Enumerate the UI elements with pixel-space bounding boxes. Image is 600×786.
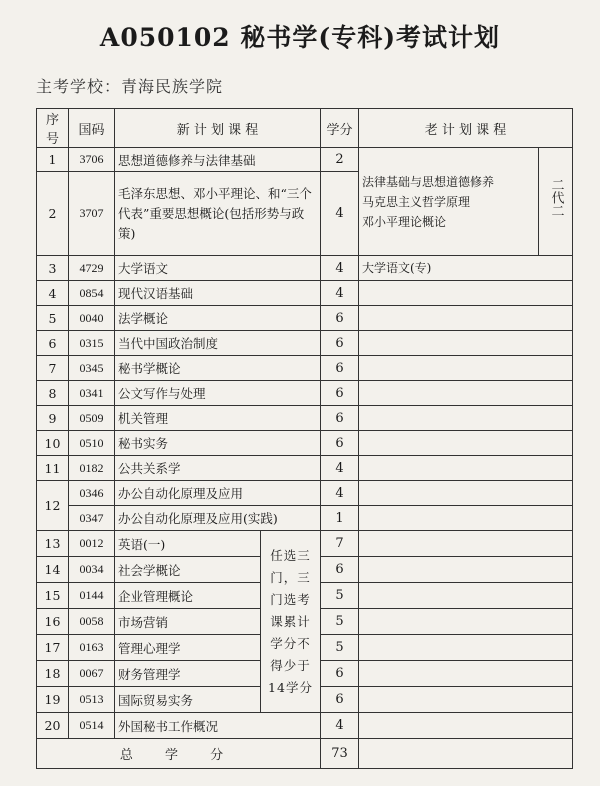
seq-cell: 15 xyxy=(37,583,69,609)
seq-cell: 4 xyxy=(37,281,69,306)
credit-cell: 4 xyxy=(321,281,359,306)
old-course-empty xyxy=(359,661,573,687)
old-course-item: 法律基础与思想道德修养 xyxy=(362,174,495,189)
credit-cell: 1 xyxy=(321,506,359,531)
old-course-empty xyxy=(359,557,573,583)
old-course-empty xyxy=(359,456,573,481)
code-cell: 0058 xyxy=(69,609,115,635)
credit-cell: 6 xyxy=(321,661,359,687)
table-row xyxy=(37,148,573,172)
exam-plan-table xyxy=(36,108,573,769)
code-cell: 0040 xyxy=(69,306,115,331)
seq-cell: 16 xyxy=(37,609,69,635)
old-course-empty xyxy=(359,406,573,431)
code-cell: 0509 xyxy=(69,406,115,431)
course-cell: 秘书学概论 xyxy=(115,356,321,381)
course-cell: 英语(一) xyxy=(115,531,261,557)
old-course-empty xyxy=(359,713,573,739)
code-cell: 4729 xyxy=(69,256,115,281)
code-cell: 3706 xyxy=(69,148,115,172)
code-cell: 0514 xyxy=(69,713,115,739)
table-row xyxy=(37,356,573,381)
seq-cell: 9 xyxy=(37,406,69,431)
course-cell: 当代中国政治制度 xyxy=(115,331,321,356)
old-course-item: 邓小平理论概论 xyxy=(362,214,447,229)
old-course-empty xyxy=(359,635,573,661)
table-row xyxy=(37,713,573,739)
code-cell: 0067 xyxy=(69,661,115,687)
seq-cell: 5 xyxy=(37,306,69,331)
old-course-chinese: 大学语文(专) xyxy=(359,256,573,281)
header-row xyxy=(37,109,573,148)
table-row xyxy=(37,531,573,557)
credit-cell: 5 xyxy=(321,583,359,609)
credit-cell: 4 xyxy=(321,172,359,256)
seq-cell: 12 xyxy=(37,481,69,531)
course-cell: 秘书实务 xyxy=(115,431,321,456)
code-cell: 0510 xyxy=(69,431,115,456)
old-course-tag: 二代二 xyxy=(539,148,573,256)
old-course-empty xyxy=(359,609,573,635)
seq-cell: 1 xyxy=(37,148,69,172)
course-cell: 现代汉语基础 xyxy=(115,281,321,306)
header-old-course: 老 计 划 课 程 xyxy=(359,109,573,148)
total-credits: 73 xyxy=(321,739,359,769)
credit-cell: 6 xyxy=(321,331,359,356)
seq-cell: 20 xyxy=(37,713,69,739)
credit-cell: 4 xyxy=(321,456,359,481)
old-course-empty xyxy=(359,583,573,609)
course-cell: 办公自动化原理及应用(实践) xyxy=(115,506,321,531)
seq-cell: 2 xyxy=(37,172,69,256)
course-cell: 财务管理学 xyxy=(115,661,261,687)
credit-cell: 6 xyxy=(321,687,359,713)
credit-cell: 6 xyxy=(321,557,359,583)
table-row xyxy=(37,406,573,431)
seq-cell: 13 xyxy=(37,531,69,557)
header-new-course: 新 计 划 课 程 xyxy=(115,109,321,148)
code-cell: 0315 xyxy=(69,331,115,356)
old-course-empty xyxy=(359,506,573,531)
course-cell: 毛泽东思想、邓小平理论、和“三个代表”重要思想概论(包括形势与政策) xyxy=(115,172,321,256)
total-label: 总 学 分 xyxy=(37,739,321,769)
table-row xyxy=(37,331,573,356)
code-cell: 0513 xyxy=(69,687,115,713)
course-cell: 市场营销 xyxy=(115,609,261,635)
code-cell: 0347 xyxy=(69,506,115,531)
code-cell: 0144 xyxy=(69,583,115,609)
code-cell: 0163 xyxy=(69,635,115,661)
credit-cell: 6 xyxy=(321,406,359,431)
old-course-empty xyxy=(359,356,573,381)
course-cell: 公共关系学 xyxy=(115,456,321,481)
code-cell: 0012 xyxy=(69,531,115,557)
old-course-empty xyxy=(359,381,573,406)
old-course-empty xyxy=(359,281,573,306)
elective-note: 任选三门，三门选考课累计学分不得少于14学分 xyxy=(261,531,321,713)
seq-cell: 3 xyxy=(37,256,69,281)
credit-cell: 2 xyxy=(321,148,359,172)
old-course-item: 马克思主义哲学原理 xyxy=(362,194,471,209)
old-course-group xyxy=(359,148,539,256)
old-course-empty xyxy=(359,481,573,506)
credit-cell: 6 xyxy=(321,356,359,381)
table-row xyxy=(37,431,573,456)
seq-cell: 6 xyxy=(37,331,69,356)
old-course-empty xyxy=(359,331,573,356)
course-cell: 思想道德修养与法律基础 xyxy=(115,148,321,172)
table-row xyxy=(37,306,573,331)
total-row xyxy=(37,739,573,769)
course-cell: 办公自动化原理及应用 xyxy=(115,481,321,506)
seq-cell: 14 xyxy=(37,557,69,583)
course-cell: 大学语文 xyxy=(115,256,321,281)
table-row xyxy=(37,456,573,481)
course-cell: 外国秘书工作概况 xyxy=(115,713,321,739)
header-seq: 序号 xyxy=(37,109,69,148)
table-row xyxy=(37,381,573,406)
course-cell: 企业管理概论 xyxy=(115,583,261,609)
seq-cell: 19 xyxy=(37,687,69,713)
credit-cell: 4 xyxy=(321,256,359,281)
table-row xyxy=(37,281,573,306)
course-cell: 机关管理 xyxy=(115,406,321,431)
page-title: A050102 秘书学(专科)考试计划 xyxy=(99,23,501,52)
old-course-empty xyxy=(359,431,573,456)
table-row xyxy=(37,481,573,506)
credit-cell: 4 xyxy=(321,713,359,739)
credit-cell: 6 xyxy=(321,306,359,331)
old-course-empty xyxy=(359,687,573,713)
credit-cell: 5 xyxy=(321,635,359,661)
credit-cell: 6 xyxy=(321,381,359,406)
credit-cell: 4 xyxy=(321,481,359,506)
seq-cell: 10 xyxy=(37,431,69,456)
code-cell: 0182 xyxy=(69,456,115,481)
seq-cell: 7 xyxy=(37,356,69,381)
header-code: 国码 xyxy=(69,109,115,148)
code-cell: 0854 xyxy=(69,281,115,306)
code-cell: 0034 xyxy=(69,557,115,583)
host-school: 主考学校：青海民族学院 xyxy=(36,77,224,96)
table-row xyxy=(37,256,573,281)
table-row xyxy=(37,506,573,531)
course-cell: 管理心理学 xyxy=(115,635,261,661)
seq-cell: 17 xyxy=(37,635,69,661)
credit-cell: 5 xyxy=(321,609,359,635)
seq-cell: 8 xyxy=(37,381,69,406)
course-cell: 国际贸易实务 xyxy=(115,687,261,713)
code-cell: 3707 xyxy=(69,172,115,256)
code-cell: 0345 xyxy=(69,356,115,381)
old-course-empty xyxy=(359,306,573,331)
code-cell: 0341 xyxy=(69,381,115,406)
course-cell: 法学概论 xyxy=(115,306,321,331)
code-cell: 0346 xyxy=(69,481,115,506)
credit-cell: 6 xyxy=(321,431,359,456)
old-course-empty xyxy=(359,739,573,769)
header-credit: 学分 xyxy=(321,109,359,148)
course-cell: 社会学概论 xyxy=(115,557,261,583)
seq-cell: 18 xyxy=(37,661,69,687)
course-cell: 公文写作与处理 xyxy=(115,381,321,406)
old-course-empty xyxy=(359,531,573,557)
credit-cell: 7 xyxy=(321,531,359,557)
seq-cell: 11 xyxy=(37,456,69,481)
